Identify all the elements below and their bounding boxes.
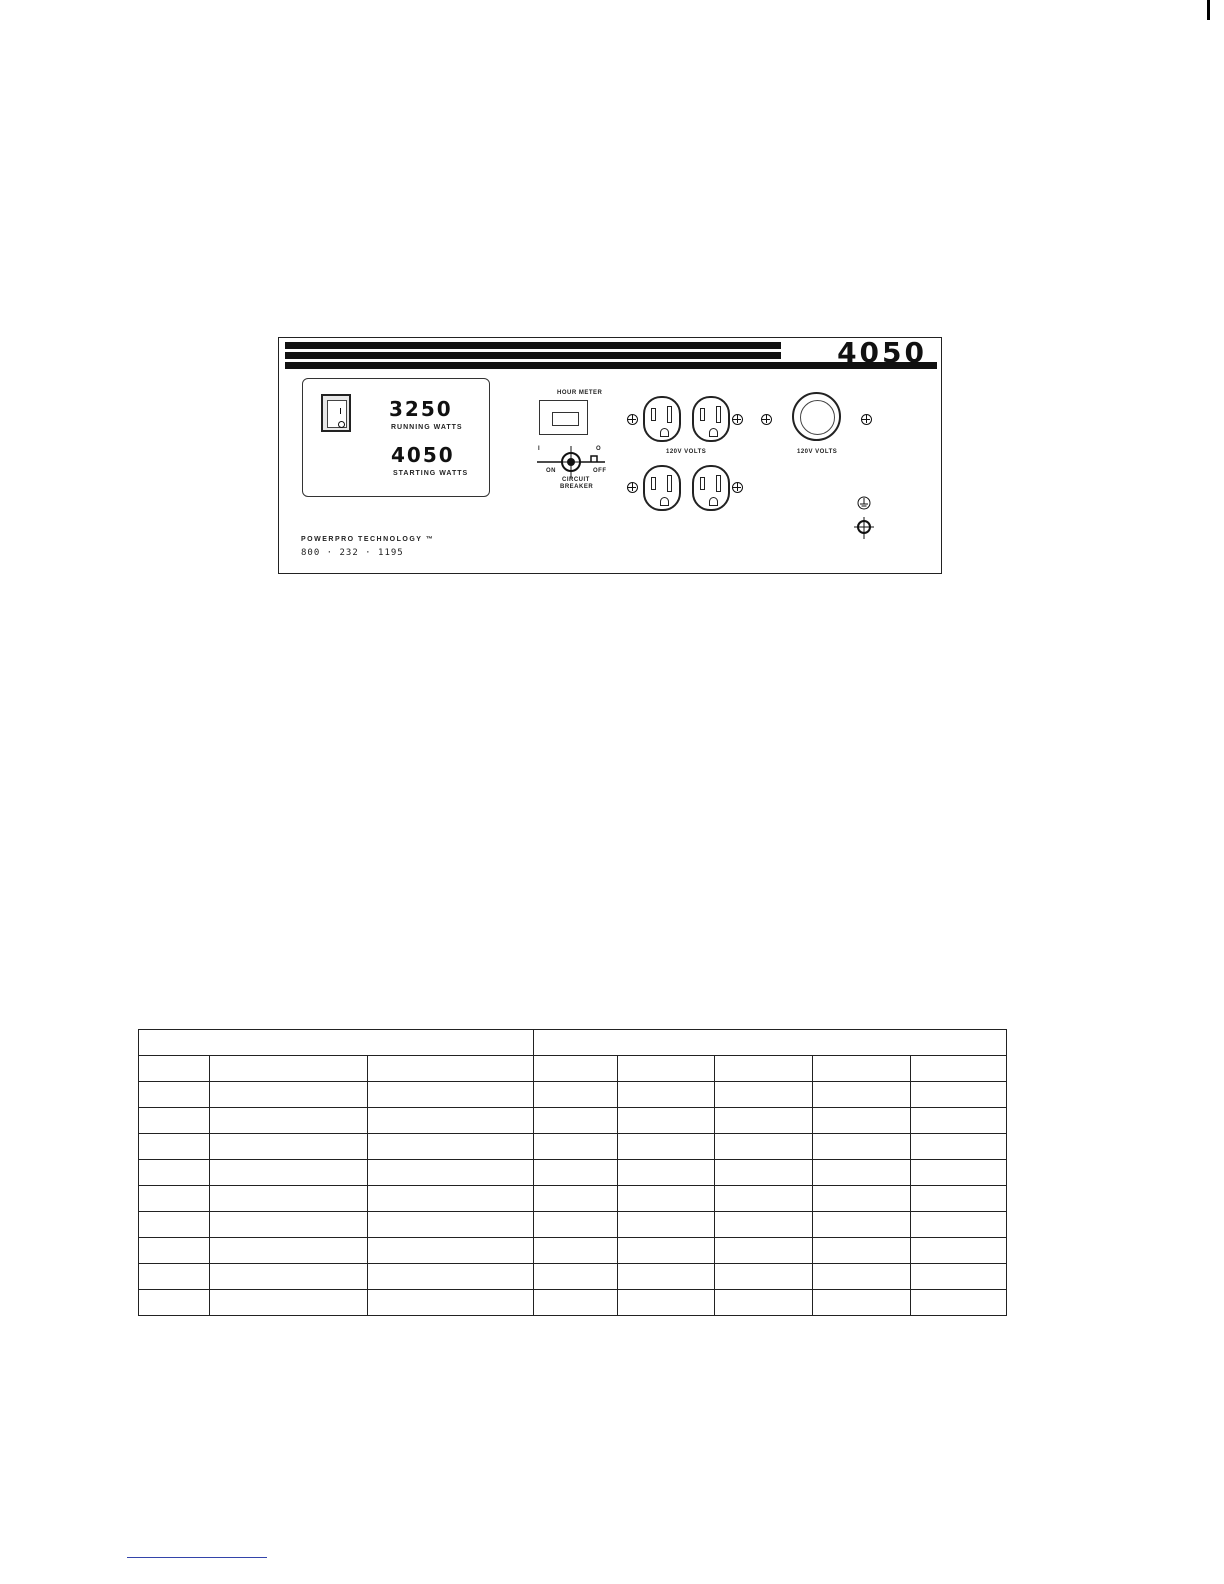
table-cell xyxy=(813,1212,911,1238)
table-cell xyxy=(813,1238,911,1264)
running-watts-label: RUNNING WATTS xyxy=(391,424,463,431)
screw-icon xyxy=(627,414,638,425)
table-cell xyxy=(368,1238,534,1264)
panel-stripe xyxy=(285,352,781,359)
table-cell xyxy=(210,1108,368,1134)
table-cell xyxy=(368,1160,534,1186)
table-cell xyxy=(715,1186,813,1212)
table-cell xyxy=(911,1134,1007,1160)
table-cell xyxy=(139,1186,210,1212)
table-row xyxy=(139,1082,1007,1108)
screw-icon xyxy=(627,482,638,493)
table-cell xyxy=(210,1238,368,1264)
table-cell xyxy=(139,1212,210,1238)
on-mark-icon xyxy=(340,408,341,414)
table-cell xyxy=(813,1186,911,1212)
table-row xyxy=(139,1186,1007,1212)
table-cell xyxy=(368,1108,534,1134)
table-cell xyxy=(911,1160,1007,1186)
table-row xyxy=(139,1212,1007,1238)
starting-watts-label: STARTING WATTS xyxy=(393,470,469,477)
outlet-120v xyxy=(643,396,681,442)
table-cell xyxy=(210,1212,368,1238)
table-cell xyxy=(368,1290,534,1316)
table-cell xyxy=(813,1108,911,1134)
table-header-row xyxy=(139,1030,1007,1056)
footnote-rule xyxy=(127,1557,267,1558)
table-cell xyxy=(715,1108,813,1134)
table-row xyxy=(139,1134,1007,1160)
table-cell xyxy=(534,1134,618,1160)
table-cell xyxy=(715,1056,813,1082)
table-cell xyxy=(139,1290,210,1316)
table-cell xyxy=(368,1056,534,1082)
table-cell xyxy=(813,1082,911,1108)
outlets-voltage-label: 120V VOLTS xyxy=(666,449,707,455)
table-cell xyxy=(534,1082,618,1108)
table-cell xyxy=(139,1264,210,1290)
table-cell xyxy=(139,1238,210,1264)
table-cell xyxy=(618,1056,715,1082)
table-cell xyxy=(911,1186,1007,1212)
table-cell xyxy=(911,1264,1007,1290)
table-cell xyxy=(210,1134,368,1160)
breaker-on-label: ON xyxy=(546,468,556,474)
table-cell xyxy=(534,1264,618,1290)
breaker-i-label: I xyxy=(538,446,541,452)
generator-control-panel-illustration xyxy=(278,337,942,574)
hour-meter-label: HOUR METER xyxy=(557,390,603,396)
table-cell xyxy=(813,1134,911,1160)
screw-icon xyxy=(761,414,772,425)
table-cell xyxy=(813,1290,911,1316)
breaker-o-label: O xyxy=(596,446,602,452)
table-cell xyxy=(534,1238,618,1264)
panel-stripe xyxy=(285,342,781,349)
table-cell xyxy=(368,1264,534,1290)
table-cell xyxy=(368,1082,534,1108)
table-cell xyxy=(139,1160,210,1186)
twistlock-voltage-label: 120V VOLTS xyxy=(797,449,838,455)
table-cell xyxy=(618,1134,715,1160)
table-cell xyxy=(813,1056,911,1082)
table-cell xyxy=(911,1082,1007,1108)
table-row xyxy=(139,1290,1007,1316)
table-cell xyxy=(368,1134,534,1160)
table-cell xyxy=(911,1212,1007,1238)
table-cell xyxy=(618,1186,715,1212)
table-row xyxy=(139,1108,1007,1134)
table-cell xyxy=(534,1056,618,1082)
model-number: 4050 xyxy=(837,336,927,369)
table-cell xyxy=(911,1108,1007,1134)
breaker-label-line2: BREAKER xyxy=(560,484,594,490)
table-cell xyxy=(618,1082,715,1108)
hour-meter xyxy=(539,400,588,435)
table-cell xyxy=(534,1108,618,1134)
outlet-120v xyxy=(692,465,730,511)
breaker-label-line1: CIRCUIT xyxy=(562,477,590,483)
table-cell xyxy=(534,1160,618,1186)
outlet-120v xyxy=(692,396,730,442)
starting-watts-value: 4050 xyxy=(391,443,455,467)
table-cell xyxy=(368,1212,534,1238)
table-cell xyxy=(618,1290,715,1316)
twist-lock-outlet xyxy=(792,392,841,441)
table-cell xyxy=(210,1082,368,1108)
table-cell xyxy=(715,1134,813,1160)
table-cell xyxy=(139,1056,210,1082)
brand-name: POWERPRO TECHNOLOGY ™ xyxy=(301,536,435,543)
table-cell xyxy=(210,1160,368,1186)
table-cell xyxy=(210,1290,368,1316)
table-cell xyxy=(534,1212,618,1238)
table-cell xyxy=(618,1264,715,1290)
table-cell xyxy=(210,1056,368,1082)
table-cell xyxy=(534,1290,618,1316)
table-cell xyxy=(715,1290,813,1316)
table-cell xyxy=(911,1238,1007,1264)
table-cell xyxy=(715,1160,813,1186)
table-cell xyxy=(715,1082,813,1108)
screw-icon xyxy=(732,482,743,493)
power-rocker-switch[interactable] xyxy=(321,394,351,432)
table-cell xyxy=(139,1108,210,1134)
table-cell xyxy=(715,1212,813,1238)
table-cell xyxy=(911,1290,1007,1316)
table-cell xyxy=(368,1186,534,1212)
table-cell xyxy=(911,1056,1007,1082)
table-cell xyxy=(210,1186,368,1212)
table-cell xyxy=(618,1212,715,1238)
table-header-cell xyxy=(534,1030,1007,1056)
breaker-off-label: OFF xyxy=(593,468,607,474)
table-cell xyxy=(715,1264,813,1290)
table-cell xyxy=(618,1108,715,1134)
hour-meter-window xyxy=(552,412,579,426)
table-cell xyxy=(139,1134,210,1160)
table-cell xyxy=(210,1264,368,1290)
switch-box xyxy=(302,378,490,497)
outlet-120v xyxy=(643,465,681,511)
screw-icon xyxy=(861,414,872,425)
phone-number: 800 · 232 · 1195 xyxy=(301,548,404,558)
ground-terminal-icon xyxy=(854,495,882,545)
table-cell xyxy=(618,1160,715,1186)
table-cell xyxy=(813,1264,911,1290)
table-cell xyxy=(139,1082,210,1108)
table-cell xyxy=(618,1238,715,1264)
table-row xyxy=(139,1160,1007,1186)
screw-icon xyxy=(732,414,743,425)
corner-mark xyxy=(1207,0,1210,20)
rocker-face xyxy=(327,400,347,428)
table-cell xyxy=(813,1160,911,1186)
table-cell xyxy=(715,1238,813,1264)
table-row xyxy=(139,1056,1007,1082)
table-header-cell xyxy=(139,1030,534,1056)
running-watts-value: 3250 xyxy=(389,397,453,421)
spec-table xyxy=(138,1029,1007,1316)
table-row xyxy=(139,1264,1007,1290)
table-cell xyxy=(534,1186,618,1212)
table-row xyxy=(139,1238,1007,1264)
off-mark-icon xyxy=(338,421,345,428)
